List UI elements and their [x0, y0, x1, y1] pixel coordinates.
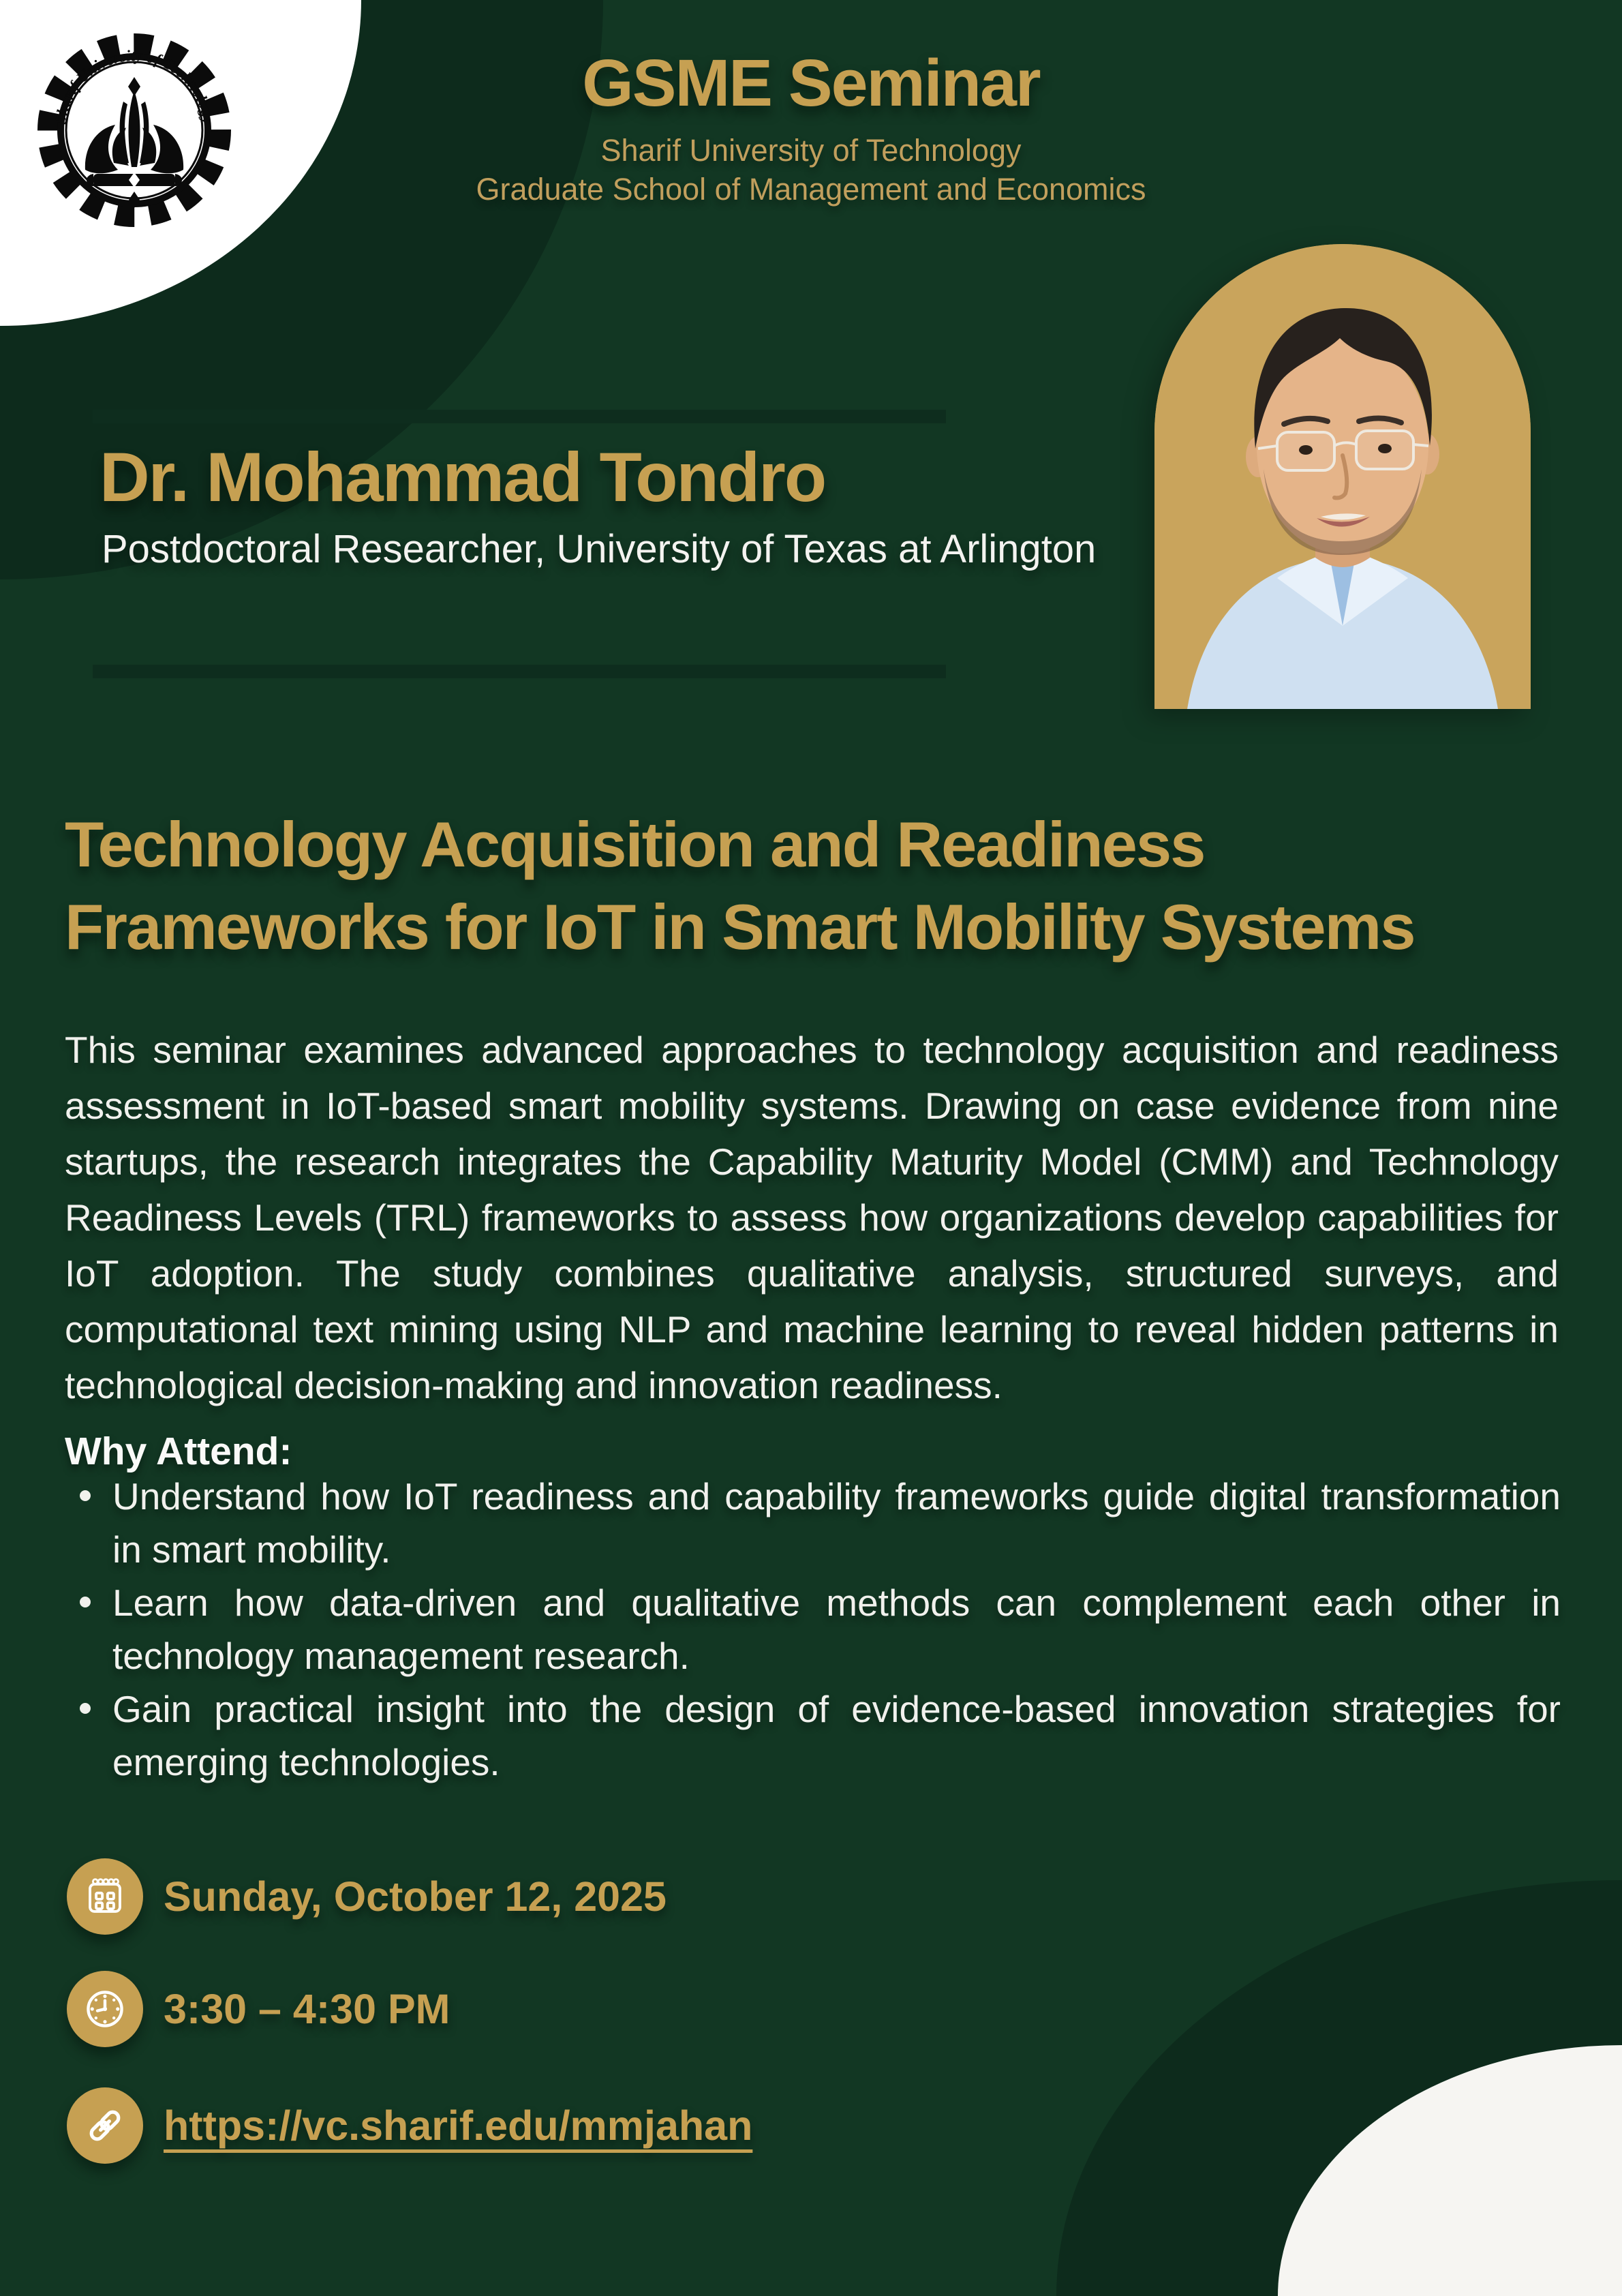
speaker-role: Postdoctoral Researcher, University of Texas at Arlington — [102, 527, 1097, 571]
speaker-divider-top — [93, 410, 946, 423]
header — [0, 45, 1622, 209]
page-title: GSME Seminar — [582, 46, 1040, 120]
time-row — [67, 1971, 1430, 2047]
speaker-name: Dr. Mohammad Tondro — [100, 438, 826, 516]
header-subtitle-line1: Sharif University of Technology — [600, 133, 1022, 168]
header-subtitle — [0, 131, 1622, 209]
why-attend-list — [65, 1470, 1561, 1789]
seminar-title: Technology Acquisition and Readiness Frameworks for IoT in Smart Mobility Systems — [65, 809, 1415, 963]
seminar-link[interactable]: https://vc.sharif.edu/mmjahan — [164, 2102, 753, 2149]
why-attend-heading: Why Attend: — [65, 1430, 292, 1473]
calendar-icon — [67, 1858, 143, 1935]
header-subtitle-line2: Graduate School of Management and Economics — [476, 172, 1146, 207]
seal-arc-text: Sharif University of Technology — [52, 46, 217, 125]
link-row — [67, 2087, 1430, 2164]
seminar-time: 3:30 – 4:30 PM — [164, 1986, 450, 2032]
list-item: Learn how data-driven and qualitative methods can complement each other in technology management research. — [65, 1576, 1561, 1682]
list-item: Understand how IoT readiness and capability frameworks guide digital transformation in smart mobility. — [65, 1470, 1561, 1576]
speaker-photo — [1154, 244, 1531, 709]
link-icon — [67, 2087, 143, 2164]
seminar-date: Sunday, October 12, 2025 — [164, 1873, 667, 1920]
seminar-abstract: This seminar examines advanced approaches to technology acquisition and readiness assessment in IoT-based smart mobility systems. Drawing on case evidence from nine startups, the research integrates the Capability Maturity Model (CMM) and Technology Readiness Levels (TRL) frameworks to assess how organizations develop capabilities for IoT adoption. The study combines qualitative analysis, structured surveys, and computational text mining using NLP and machine learning to reveal hidden patterns in technological decision-making and innovation readiness. — [65, 1029, 1559, 1406]
clock-icon — [67, 1971, 143, 2047]
list-item: Gain practical insight into the design of evidence-based innovation strategies for emerging technologies. — [65, 1682, 1561, 1789]
speaker-divider-bottom — [93, 665, 946, 678]
speaker-portrait — [1154, 244, 1531, 709]
date-row — [67, 1858, 1430, 1935]
